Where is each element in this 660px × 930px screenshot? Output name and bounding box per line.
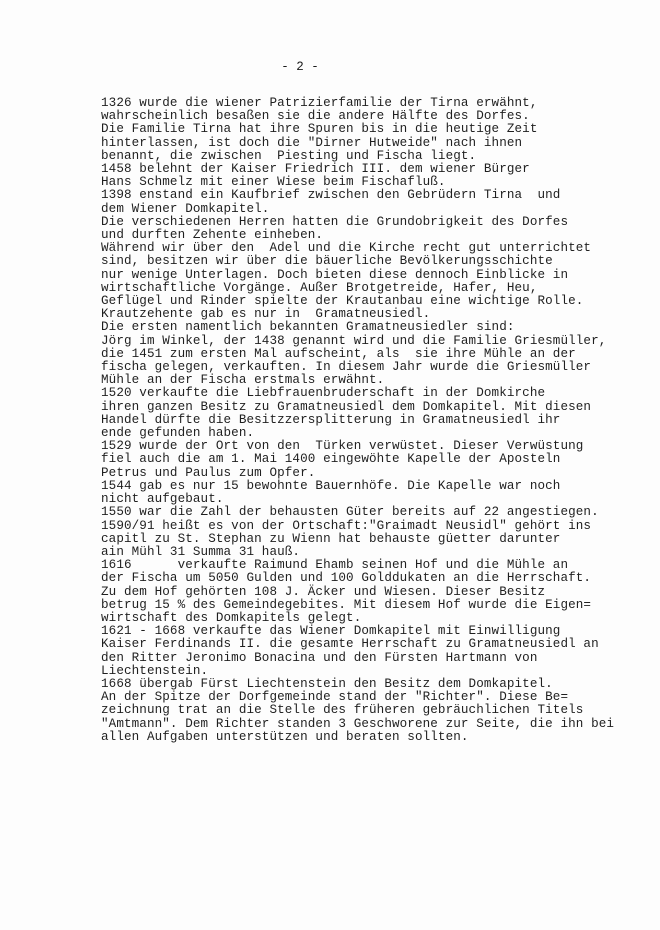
text-line: 1616 verkaufte Raimund Ehamb seinen Hof und die Mühle an <box>101 558 569 573</box>
text-line: wahrscheinlich besaßen sie die andere Hälfte des Dorfes. <box>101 109 530 124</box>
text-line: 1590/91 heißt es von der Ortschaft:"Graimadt Neusidl" gehört ins <box>101 518 592 533</box>
text-line: 1550 war die Zahl der behausten Güter bereits auf 22 angestiegen. <box>101 505 599 520</box>
text-line: Hans Schmelz mit einer Wiese beim Fischafluß. <box>101 175 446 190</box>
text-line: Die ersten namentlich bekannten Gramatneusiedler sind: <box>101 320 515 335</box>
text-line: Die Familie Tirna hat ihre Spuren bis in die heutige Zeit <box>101 122 538 137</box>
text-line: wirtschaftliche Vorgänge. Außer Brotgetreide, Hafer, Heu, <box>101 280 538 295</box>
text-line: fischa gelegen, verkauften. In diesem Jahr wurde die Griesmüller <box>101 360 592 375</box>
text-line: ain Mühl 31 Summa 31 hauß. <box>101 544 301 559</box>
text-line: capitl zu St. Stephan zu Wienn hat behauste güetter darunter <box>101 531 561 546</box>
text-line: 1668 übergab Fürst Liechtenstein den Besitz dem Domkapitel. <box>101 676 553 691</box>
body-text <box>101 97 614 744</box>
text-line: allen Aufgaben unterstützen und beraten sollten. <box>101 729 469 744</box>
text-line: fiel auch die am 1. Mai 1400 eingewöhte Kapelle der Aposteln <box>101 452 561 467</box>
text-line: benannt, die zwischen Piesting und Fischa liegt. <box>101 148 477 163</box>
text-line: hinterlassen, ist doch die "Dirner Hutweide" nach ihnen <box>101 135 523 150</box>
text-line: Handel dürfte die Besitzzersplitterung in Gramatneusiedl ihr <box>101 412 561 427</box>
text-line: wirtschaft des Domkapitels gelegt. <box>101 610 362 625</box>
text-line: Jörg im Winkel, der 1438 genannt wird und die Familie Griesmüller, <box>101 333 607 348</box>
text-line: Mühle an der Fischa erstmals erwähnt. <box>101 373 385 388</box>
text-line: 1529 wurde der Ort von den Türken verwüstet. Dieser Verwüstung <box>101 439 584 454</box>
text-line: nur wenige Unterlagen. Doch bieten diese dennoch Einblicke in <box>101 267 569 282</box>
text-line: 1458 belehnt der Kaiser Friedrich III. dem wiener Bürger <box>101 162 530 177</box>
text-line: und durften Zehente einheben. <box>101 228 324 243</box>
text-line: Petrus und Paulus zum Opfer. <box>101 465 316 480</box>
text-line: Während wir über den Adel und die Kirche recht gut unterrichtet <box>101 241 592 256</box>
text-line: Liechtenstein. <box>101 663 209 678</box>
page-number: - 2 - <box>281 60 319 74</box>
text-line: "Amtmann". Dem Richter standen 3 Geschworene zur Seite, die ihn bei <box>101 716 615 731</box>
text-line: 1326 wurde die wiener Patrizierfamilie der Tirna erwähnt, <box>101 96 538 110</box>
text-line: Krautzehente gab es nur in Gramatneusiedl. <box>101 307 431 322</box>
text-line: Die verschiedenen Herren hatten die Grundobrigkeit des Dorfes <box>101 214 569 229</box>
text-line: ihren ganzen Besitz zu Gramatneusiedl dem Domkapitel. Mit diesen <box>101 399 592 414</box>
text-line: 1520 verkaufte die Liebfrauenbruderschaft in der Domkirche <box>101 386 546 401</box>
text-line: zeichnung trat an die Stelle des früheren gebräuchlichen Titels <box>101 703 584 718</box>
text-line: ende gefunden haben. <box>101 426 255 441</box>
text-line: sind, besitzen wir über die bäuerliche Bevölkerungsschichte <box>101 254 553 269</box>
text-line: 1621 - 1668 verkaufte das Wiener Domkapitel mit Einwilligung <box>101 624 561 639</box>
text-line: der Fischa um 5050 Gulden und 100 Golddukaten an die Herrschaft. <box>101 571 592 586</box>
text-line: Kaiser Ferdinands II. die gesamte Herrschaft zu Gramatneusiedl an <box>101 637 599 652</box>
text-line: dem Wiener Domkapitel. <box>101 201 270 216</box>
text-line: den Ritter Jeronimo Bonacina und den Fürsten Hartmann von <box>101 650 538 665</box>
text-line: 1544 gab es nur 15 bewohnte Bauernhöfe. Die Kapelle war noch <box>101 478 561 493</box>
text-line: die 1451 zum ersten Mal aufscheint, als sie ihre Mühle an der <box>101 346 576 361</box>
text-line: 1398 enstand ein Kaufbrief zwischen den Gebrüdern Tirna und <box>101 188 561 203</box>
text-line: An der Spitze der Dorfgemeinde stand der "Richter". Diese Be= <box>101 690 569 705</box>
text-line: betrug 15 % des Gemeindegebites. Mit diesem Hof wurde die Eigen= <box>101 597 592 612</box>
text-line: Geflügel und Rinder spielte der Krautanbau eine wichtige Rolle. <box>101 294 584 309</box>
text-line: Zu dem Hof gehörten 108 J. Äcker und Wiesen. Dieser Besitz <box>101 584 546 599</box>
text-line: nicht aufgebaut. <box>101 492 224 507</box>
